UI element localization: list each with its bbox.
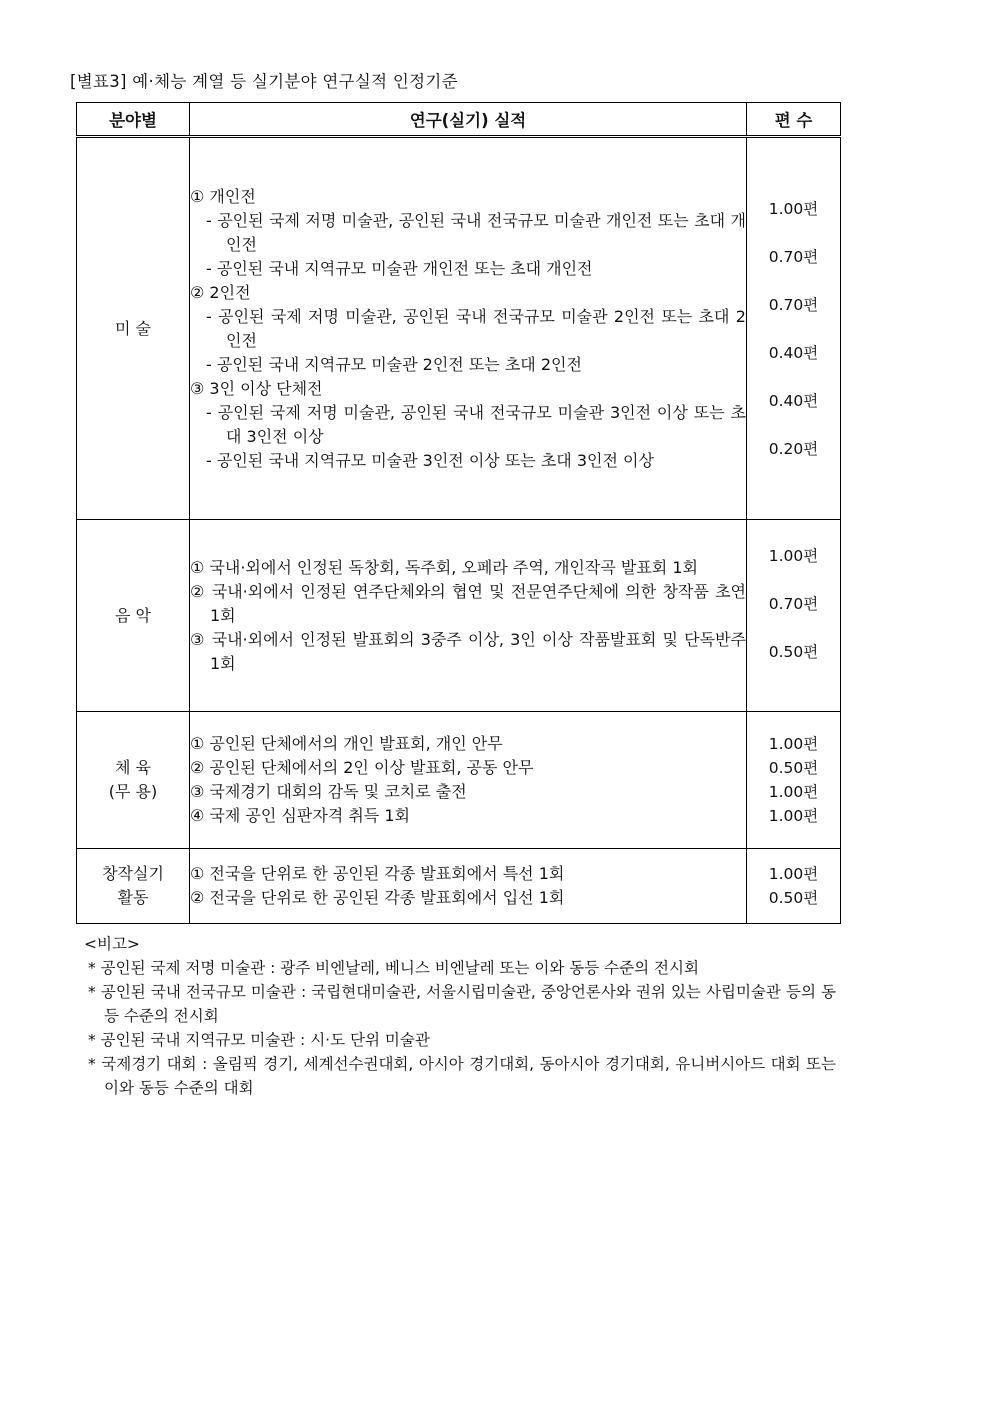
- table-row-art: [77, 137, 841, 520]
- art-item-2a: - 공인된 국제 저명 미술관, 공인된 국내 전국규모 미술관 2인전 또는 초대 2인전: [206, 306, 746, 350]
- record-music: [190, 520, 747, 712]
- sports-score-3: 1.00편: [768, 783, 819, 801]
- criteria-table: [76, 102, 841, 924]
- header-score: 편 수: [747, 103, 841, 137]
- sports-score-4: 1.00편: [768, 807, 819, 825]
- art-score-5: 0.40편: [768, 391, 819, 410]
- field-creative: [77, 849, 190, 924]
- music-score-1: 1.00편: [768, 546, 819, 565]
- music-score-2: 0.70편: [768, 594, 819, 613]
- header-record: 연구(실기) 실적: [190, 103, 747, 137]
- score-art: [747, 137, 841, 520]
- art-item-1: ① 개인전: [190, 186, 256, 206]
- sports-item-2: ② 공인된 단체에서의 2인 이상 발표회, 공동 안무: [190, 758, 534, 777]
- creative-score-2: 0.50편: [768, 889, 819, 907]
- art-item-1a: - 공인된 국제 저명 미술관, 공인된 국내 전국규모 미술관 개인전 또는 초대 개인전: [206, 210, 746, 254]
- field-sports-line1: 체 육: [115, 758, 151, 777]
- field-sports-line2: (무 용): [108, 782, 158, 801]
- record-sports: [190, 712, 747, 849]
- sports-score-2: 0.50편: [768, 759, 819, 777]
- sports-score-1: 1.00편: [768, 735, 819, 753]
- field-art: 미 술: [77, 137, 190, 520]
- art-score-1: 1.00편: [768, 199, 819, 218]
- art-score-3: 0.70편: [768, 295, 819, 314]
- table-row-sports: [77, 712, 841, 849]
- creative-item-1: ① 전국을 단위로 한 공인된 각종 발표회에서 특선 1회: [190, 864, 565, 883]
- score-creative: [747, 849, 841, 924]
- note-item-3: * 공인된 국내 지역규모 미술관 : 시·도 단위 미술관: [88, 1031, 430, 1049]
- creative-item-2: ② 전국을 단위로 한 공인된 각종 발표회에서 입선 1회: [190, 888, 565, 907]
- note-item-2: * 공인된 국내 전국규모 미술관 : 국립현대미술관, 서울시립미술관, 중앙언론사와 권위 있는 사립미술관 등의 동등 수준의 전시회: [88, 983, 836, 1025]
- record-creative: [190, 849, 747, 924]
- note-item-1: * 공인된 국제 저명 미술관 : 광주 비엔날레, 베니스 비엔날레 또는 이와 동등 수준의 전시회: [88, 959, 699, 977]
- note-item-4: * 국제경기 대회 : 올림픽 경기, 세계선수권대회, 아시아 경기대회, 동아시아 경기대회, 유니버시아드 대회 또는 이와 동등 수준의 대회: [88, 1055, 836, 1097]
- art-item-3b: - 공인된 국내 지역규모 미술관 3인전 이상 또는 초대 3인전 이상: [206, 450, 654, 470]
- notes-heading: <비고>: [84, 935, 140, 953]
- notes-section: [84, 932, 836, 1100]
- field-music: 음 악: [77, 520, 190, 712]
- art-score-4: 0.40편: [768, 343, 819, 362]
- creative-score-1: 1.00편: [768, 865, 819, 883]
- art-score-6: 0.20편: [768, 439, 819, 458]
- art-item-1b: - 공인된 국내 지역규모 미술관 개인전 또는 초대 개인전: [206, 258, 593, 278]
- art-score-2: 0.70편: [768, 247, 819, 266]
- field-creative-line2: 활동: [117, 888, 149, 907]
- art-item-2: ② 2인전: [190, 282, 251, 302]
- score-music: [747, 520, 841, 712]
- table-row-creative: [77, 849, 841, 924]
- music-item-3: ③ 국내·외에서 인정된 발표회의 3중주 이상, 3인 이상 작품발표회 및 단독반주 1회: [190, 629, 746, 673]
- art-item-3: ③ 3인 이상 단체전: [190, 378, 323, 398]
- art-item-2b: - 공인된 국내 지역규모 미술관 2인전 또는 초대 2인전: [206, 354, 582, 374]
- music-item-1: ① 국내·외에서 인정된 독창회, 독주회, 오페라 주역, 개인작곡 발표회 1회: [190, 557, 698, 577]
- sports-item-3: ③ 국제경기 대회의 감독 및 코치로 출전: [190, 782, 467, 801]
- sports-item-4: ④ 국제 공인 심판자격 취득 1회: [190, 806, 410, 825]
- field-creative-line1: 창작실기: [102, 864, 164, 883]
- header-field: 분야별: [77, 103, 190, 137]
- music-score-3: 0.50편: [768, 642, 819, 661]
- record-art: [190, 137, 747, 520]
- table-row-music: [77, 520, 841, 712]
- sports-item-1: ① 공인된 단체에서의 개인 발표회, 개인 안무: [190, 734, 503, 753]
- field-sports: [77, 712, 190, 849]
- table-header-row: [77, 103, 841, 137]
- music-item-2: ② 국내·외에서 인정된 연주단체와의 협연 및 전문연주단체에 의한 창작품 초연 1회: [190, 581, 746, 625]
- document-title: [별표3] 예·체능 계열 등 실기분야 연구실적 인정기준: [70, 72, 458, 91]
- score-sports: [747, 712, 841, 849]
- art-item-3a: - 공인된 국제 저명 미술관, 공인된 국내 전국규모 미술관 3인전 이상 또는 초대 3인전 이상: [206, 402, 746, 446]
